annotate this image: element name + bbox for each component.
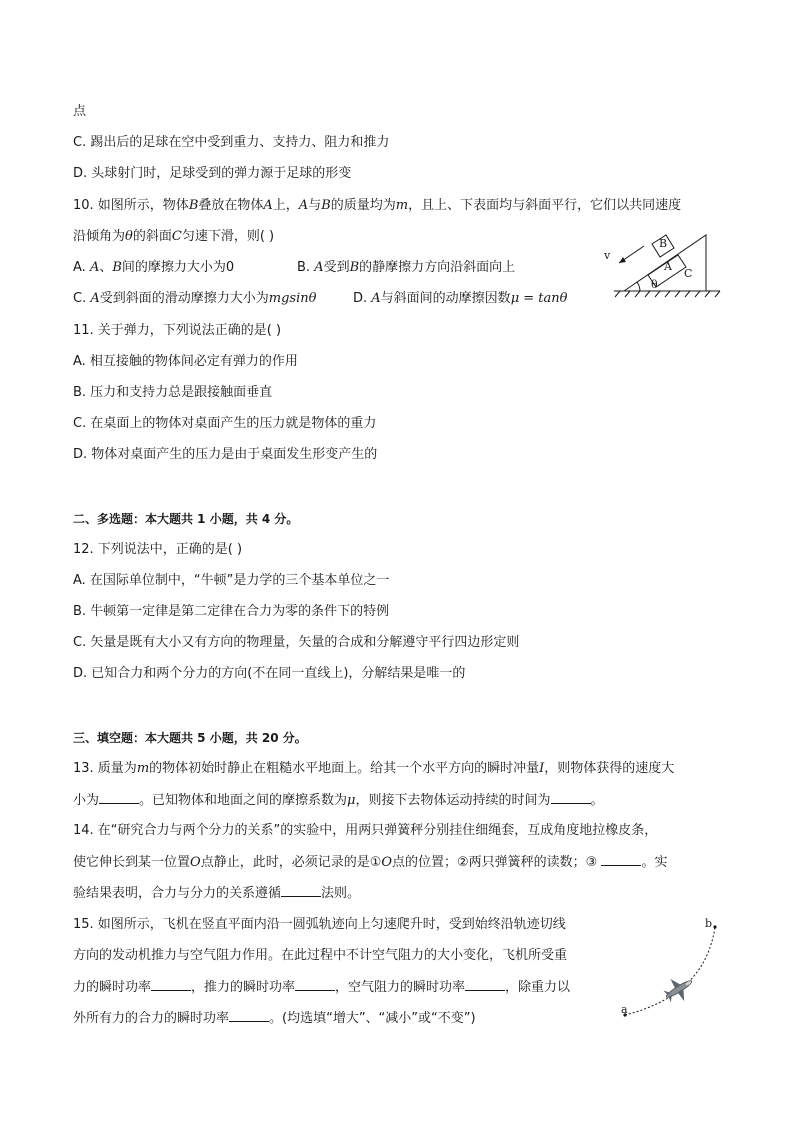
q15-line2: 方向的发动机推力与空气阻力作用。在此过程中不计空气阻力的大小变化，飞机所受重: [73, 948, 568, 963]
answer-blank[interactable]: [551, 791, 591, 804]
q15-line1: 15. 如图所示，飞机在竖直平面内沿一圆弧轨迹向上匀速爬升时，受到始终沿轨迹切线: [73, 917, 566, 932]
answer-blank[interactable]: [465, 978, 505, 991]
label-v: v: [604, 249, 611, 262]
section-3-title: 三、填空题：本大题共 5 小题，共 20 分。: [73, 731, 307, 745]
q10-option-d: D. A与斜面间的动摩擦因数μ = tanθ: [353, 291, 568, 306]
q11-option-b: B. 压力和支持力总是跟接触面垂直: [73, 385, 273, 400]
trajectory-arc: [625, 927, 715, 1015]
label-a: a: [621, 1003, 628, 1016]
q12-option-c: C. 矢量是既有大小又有方向的物理量，矢量的合成和分解遵守平行四边形定则: [73, 635, 520, 650]
point-b: [713, 925, 716, 928]
q11-option-c: C. 在桌面上的物体对桌面产生的压力就是物体的重力: [73, 416, 377, 431]
answer-blank[interactable]: [151, 978, 191, 991]
option-c-prev: C. 踢出后的足球在空中受到重力、支持力、阻力和推力: [73, 135, 390, 150]
ground-hatch: [614, 291, 720, 297]
q11-option-a: A. 相互接触的物体间必定有弹力的作用: [73, 354, 298, 369]
q10-option-b: B. A受到B的静摩擦力方向沿斜面向上: [297, 260, 516, 275]
q13-line2: 小为 。已知物体和地面之间的摩擦系数为μ，则接下去物体运动持续的时间为 。: [73, 793, 604, 808]
label-c: C: [684, 267, 693, 280]
answer-blank[interactable]: [281, 884, 321, 897]
q10-stem-line2: 沿倾角为θ的斜面C匀速下滑，则( ): [73, 229, 275, 244]
q10-option-a: A. A、B间的摩擦力大小为0: [73, 260, 235, 275]
answer-blank[interactable]: [295, 978, 335, 991]
incline-figure: [600, 225, 725, 300]
q15-line4: 外所有力的合力的瞬时功率 。(均选填“增大”、“减小”或“不变”): [73, 1011, 476, 1026]
q10-option-c: C. A受到斜面的滑动摩擦力大小为mgsinθ: [73, 291, 317, 306]
airplane-icon: [659, 970, 698, 1008]
q13-line1: 13. 质量为m的物体初始时静止在粗糙水平地面上。给其一个水平方向的瞬时冲量I，则物体获得的速度大: [73, 761, 675, 776]
label-a: A: [664, 260, 672, 273]
q12-option-d: D. 已知合力和两个分力的方向(不在同一直线上)，分解结果是唯一的: [73, 666, 466, 681]
plane-arc-figure: [615, 915, 730, 1025]
q11-option-d: D. 物体对桌面产生的压力是由于桌面发生形变产生的: [73, 447, 378, 462]
q12-stem: 12. 下列说法中，正确的是( ): [73, 542, 243, 557]
velocity-arrowhead: [619, 257, 626, 263]
q11-stem: 11. 关于弹力，下列说法正确的是( ): [73, 323, 282, 338]
answer-blank[interactable]: [99, 791, 139, 804]
q14-line2: 使它伸长到某一位置O点静止，此时，必须记录的是①O点的位置；②两只弹簧秤的读数；③ 。实: [73, 855, 668, 870]
q12-option-b: B. 牛顿第一定律是第二定律在合力为零的条件下的特例: [73, 604, 390, 619]
q12-option-a: A. 在国际单位制中，“牛顿”是力学的三个基本单位之一: [73, 573, 390, 588]
label-b: B: [659, 237, 668, 250]
q15-line3: 力的瞬时功率 ，推力的瞬时功率 ，空气阻力的瞬时功率 ，除重力以: [73, 980, 571, 995]
continuation-text: 点: [73, 104, 87, 119]
q10-stem-line1: 10. 如图所示，物体B叠放在物体A上，A与B的质量均为m，且上、下表面均与斜面平行，它们以共同速度: [73, 198, 682, 213]
section-2-title: 二、多选题：本大题共 1 小题，共 4 分。: [73, 512, 299, 526]
answer-blank[interactable]: [229, 1009, 269, 1022]
answer-blank[interactable]: [601, 853, 641, 866]
q14-line3: 验结果表明，合力与分力的关系遵循 法则。: [73, 886, 361, 901]
label-b: b: [705, 917, 713, 930]
label-theta: θ: [651, 278, 658, 291]
q14-line1: 14. 在“研究合力与两个分力的关系”的实验中，用两只弹簧秤分别挂住细绳套，互成角度地拉橡皮条，: [73, 823, 658, 838]
option-d-prev: D. 头球射门时，足球受到的弹力源于足球的形变: [73, 166, 352, 181]
angle-arc: [637, 282, 640, 291]
